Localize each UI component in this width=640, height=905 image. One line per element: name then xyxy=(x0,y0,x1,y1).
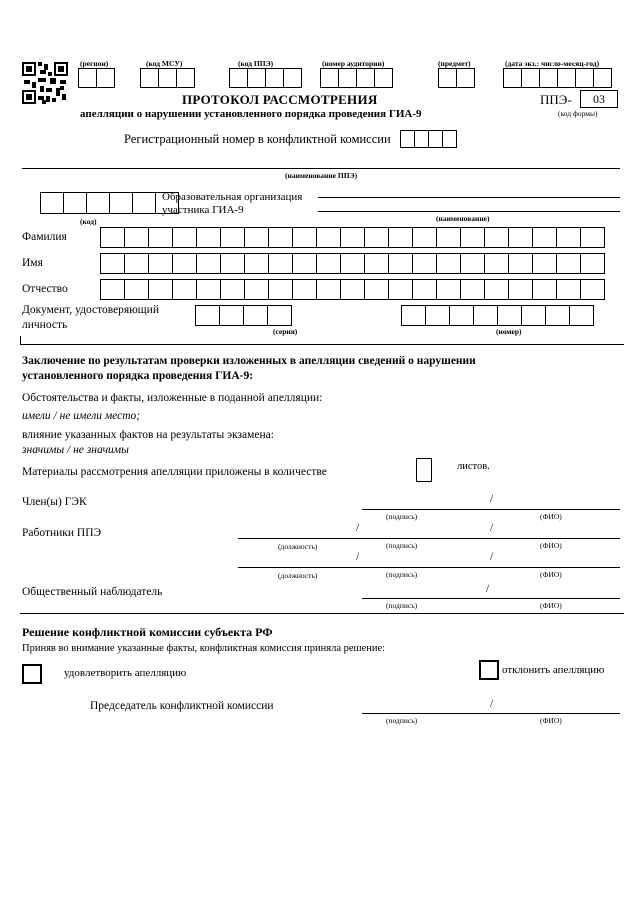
char-cell[interactable] xyxy=(484,253,509,274)
char-cell[interactable] xyxy=(220,227,245,248)
char-cell[interactable] xyxy=(172,279,197,300)
conclusion-heading-1: Заключение по результатам проверки изложенных в апелляции сведений о нарушении xyxy=(22,355,476,367)
organization-label-1: Образовательная организация xyxy=(162,191,303,203)
char-cell[interactable] xyxy=(292,279,317,300)
char-cell[interactable] xyxy=(268,227,293,248)
char-cell[interactable] xyxy=(148,253,173,274)
approve-label: удовлетворить апелляцию xyxy=(64,667,187,679)
char-cell[interactable] xyxy=(388,279,413,300)
char-cell[interactable] xyxy=(364,279,389,300)
char-cell[interactable] xyxy=(196,227,221,248)
protocol-title: ПРОТОКОЛ РАССМОТРЕНИЯ xyxy=(182,92,378,107)
chairman-signature-line[interactable] xyxy=(362,713,620,714)
gek-fio-label: (ФИО) xyxy=(540,512,562,521)
gek-signature-line[interactable] xyxy=(362,509,620,510)
exam-date-cells[interactable] xyxy=(503,68,611,88)
chairman-signature-label: (подпись) xyxy=(386,716,418,725)
materials-label: Материалы рассмотрения апелляции приложены в количестве xyxy=(22,466,327,478)
char-cell[interactable] xyxy=(172,253,197,274)
gek-slash: / xyxy=(490,493,494,505)
char-cell[interactable] xyxy=(580,279,605,300)
ppe-name-label: (наименование ППЭ) xyxy=(285,171,358,180)
decision-intro: Приняв во внимание указанные факты, конфликтная комиссия приняла решение: xyxy=(22,643,386,654)
char-cell[interactable] xyxy=(521,305,546,326)
decision-divider xyxy=(20,613,624,614)
char-cell[interactable] xyxy=(340,253,365,274)
char-cell[interactable] xyxy=(340,279,365,300)
char-cell[interactable] xyxy=(412,279,437,300)
form-prefix: ППЭ- xyxy=(540,92,572,107)
char-cell[interactable] xyxy=(580,253,605,274)
char-cell[interactable] xyxy=(401,305,426,326)
patronymic-label: Отчество xyxy=(22,283,68,295)
room-label: (номер аудитории) xyxy=(322,59,385,68)
surname-cells[interactable] xyxy=(100,227,604,248)
char-cell[interactable] xyxy=(388,253,413,274)
char-cell[interactable] xyxy=(449,305,474,326)
char-cell[interactable] xyxy=(508,227,533,248)
ppe-name-line[interactable] xyxy=(22,168,620,169)
char-cell[interactable] xyxy=(100,253,125,274)
char-cell[interactable] xyxy=(195,305,220,326)
char-cell[interactable] xyxy=(364,253,389,274)
char-cell[interactable] xyxy=(460,227,485,248)
subject-label: (предмет) xyxy=(438,59,471,68)
divider-tick xyxy=(20,336,21,344)
exam-date-label: (дата экз.: число-месяц-год) xyxy=(505,59,600,68)
char-cell[interactable] xyxy=(268,253,293,274)
registration-number-cells[interactable] xyxy=(400,130,456,148)
char-cell[interactable] xyxy=(532,253,557,274)
char-cell[interactable] xyxy=(244,227,269,248)
msu-code-cells[interactable] xyxy=(140,68,194,88)
char-cell[interactable] xyxy=(460,253,485,274)
char-cell[interactable] xyxy=(340,227,365,248)
char-cell[interactable] xyxy=(124,279,149,300)
document-label-1: Документ, удостоверяющий xyxy=(22,304,159,316)
char-cell[interactable] xyxy=(436,227,461,248)
ppe-worker-1-position-label: (должность) xyxy=(278,542,318,551)
gek-members-label: Член(ы) ГЭК xyxy=(22,496,87,508)
region-code-cells[interactable] xyxy=(78,68,114,88)
char-cell[interactable] xyxy=(460,279,485,300)
document-number-cells[interactable] xyxy=(401,305,593,326)
char-cell[interactable] xyxy=(100,227,125,248)
chairman-fio-label: (ФИО) xyxy=(540,716,562,725)
subject-code-cells[interactable] xyxy=(438,68,474,88)
organization-label-2: участника ГИА-9 xyxy=(162,204,244,216)
ppe-worker-2-fio-label: (ФИО) xyxy=(540,570,562,579)
char-cell[interactable] xyxy=(316,253,341,274)
ppe-workers-label: Работники ППЭ xyxy=(22,527,102,539)
char-cell[interactable] xyxy=(219,305,244,326)
char-cell[interactable] xyxy=(172,227,197,248)
name-cells[interactable] xyxy=(100,253,604,274)
observer-label: Общественный наблюдатель xyxy=(22,586,163,598)
ppe-worker-2-position-label: (должность) xyxy=(278,571,318,580)
char-cell[interactable] xyxy=(100,279,125,300)
ppe-worker-1-line[interactable] xyxy=(238,538,620,539)
conclusion-heading-2: установленного порядка проведения ГИА-9: xyxy=(22,370,254,382)
char-cell[interactable] xyxy=(556,227,581,248)
char-cell[interactable] xyxy=(244,253,269,274)
char-cell[interactable] xyxy=(196,279,221,300)
organization-code-cells[interactable] xyxy=(40,192,178,214)
organization-name-line-1[interactable] xyxy=(318,197,620,198)
chairman-slash: / xyxy=(490,698,494,710)
qr-code xyxy=(22,62,68,104)
series-label: (серия) xyxy=(273,327,298,336)
char-cell[interactable] xyxy=(148,227,173,248)
ppe-worker-1-fio-label: (ФИО) xyxy=(540,541,562,550)
surname-label: Фамилия xyxy=(22,231,67,243)
form-number: 03 xyxy=(580,90,618,108)
reject-label: отклонить апелляцию xyxy=(502,664,605,676)
organization-name-line-2[interactable] xyxy=(318,211,620,212)
facts-label: Обстоятельства и факты, изложенные в поданной апелляции: xyxy=(22,392,323,404)
char-cell[interactable] xyxy=(532,279,557,300)
observer-signature-line[interactable] xyxy=(362,598,620,599)
facts-options[interactable]: имели / не имели место; xyxy=(22,410,141,422)
document-label-2: личность xyxy=(22,319,68,331)
char-cell[interactable] xyxy=(220,253,245,274)
char-cell[interactable] xyxy=(244,279,269,300)
char-cell[interactable] xyxy=(148,279,173,300)
char-cell[interactable] xyxy=(580,227,605,248)
char-cell[interactable] xyxy=(484,227,509,248)
reject-checkbox[interactable] xyxy=(479,660,499,680)
section-divider xyxy=(20,344,624,345)
approve-checkbox[interactable] xyxy=(22,664,42,684)
char-cell[interactable] xyxy=(220,279,245,300)
ppe-worker-1-slash-1: / xyxy=(356,522,360,534)
influence-label: влияние указанных фактов на результаты экзамена: xyxy=(22,429,274,441)
ppe-worker-1-slash-2: / xyxy=(490,522,494,534)
number-label: (номер) xyxy=(496,327,522,336)
char-cell[interactable] xyxy=(243,305,268,326)
char-cell[interactable] xyxy=(268,279,293,300)
char-cell[interactable] xyxy=(412,227,437,248)
char-cell[interactable] xyxy=(292,253,317,274)
char-cell[interactable] xyxy=(316,227,341,248)
char-cell[interactable] xyxy=(196,253,221,274)
gek-signature-label: (подпись) xyxy=(386,512,418,521)
char-cell[interactable] xyxy=(388,227,413,248)
char-cell[interactable] xyxy=(292,227,317,248)
char-cell[interactable] xyxy=(497,305,522,326)
msu-label: (код МСУ) xyxy=(146,59,183,68)
ppe-code-cells[interactable] xyxy=(229,68,301,88)
ppe-code-label: (код ППЭ) xyxy=(238,59,274,68)
ppe-worker-1-signature-label: (подпись) xyxy=(386,541,418,550)
char-cell[interactable] xyxy=(556,279,581,300)
char-cell[interactable] xyxy=(508,279,533,300)
char-cell[interactable] xyxy=(556,253,581,274)
registration-number-label: Регистрационный номер в конфликтной комиссии xyxy=(124,132,391,146)
char-cell[interactable] xyxy=(508,253,533,274)
organization-name-label: (наименование) xyxy=(436,214,490,223)
char-cell[interactable] xyxy=(267,305,292,326)
form-code-label: (код формы) xyxy=(558,109,598,118)
room-number-cells[interactable] xyxy=(320,68,392,88)
char-cell[interactable] xyxy=(425,305,450,326)
region-label: (регион) xyxy=(80,59,109,68)
ppe-worker-2-signature-label: (подпись) xyxy=(386,570,418,579)
char-cell[interactable] xyxy=(436,279,461,300)
patronymic-cells[interactable] xyxy=(100,279,604,300)
name-label: Имя xyxy=(22,257,43,269)
char-cell[interactable] xyxy=(436,253,461,274)
observer-signature-label: (подпись) xyxy=(386,601,418,610)
char-cell[interactable] xyxy=(484,279,509,300)
sheets-count-box[interactable] xyxy=(416,458,432,482)
influence-options[interactable]: значимы / не значимы xyxy=(22,444,129,456)
ppe-worker-2-line[interactable] xyxy=(238,567,620,568)
char-cell[interactable] xyxy=(569,305,594,326)
char-cell[interactable] xyxy=(545,305,570,326)
decision-heading: Решение конфликтной комиссии субъекта РФ xyxy=(22,625,273,639)
observer-slash: / xyxy=(486,583,490,595)
char-cell[interactable] xyxy=(412,253,437,274)
char-cell[interactable] xyxy=(532,227,557,248)
ppe-worker-2-slash-2: / xyxy=(490,551,494,563)
char-cell[interactable] xyxy=(124,227,149,248)
sheets-label: листов. xyxy=(457,461,490,472)
document-series-cells[interactable] xyxy=(195,305,291,326)
char-cell[interactable] xyxy=(473,305,498,326)
char-cell[interactable] xyxy=(364,227,389,248)
ppe-worker-2-slash-1: / xyxy=(356,551,360,563)
char-cell[interactable] xyxy=(316,279,341,300)
chairman-label: Председатель конфликтной комиссии xyxy=(90,700,274,712)
observer-fio-label: (ФИО) xyxy=(540,601,562,610)
organization-code-label: (код) xyxy=(80,217,97,226)
protocol-subtitle: апелляции о нарушении установленного порядка проведения ГИА-9 xyxy=(80,108,422,120)
char-cell[interactable] xyxy=(124,253,149,274)
